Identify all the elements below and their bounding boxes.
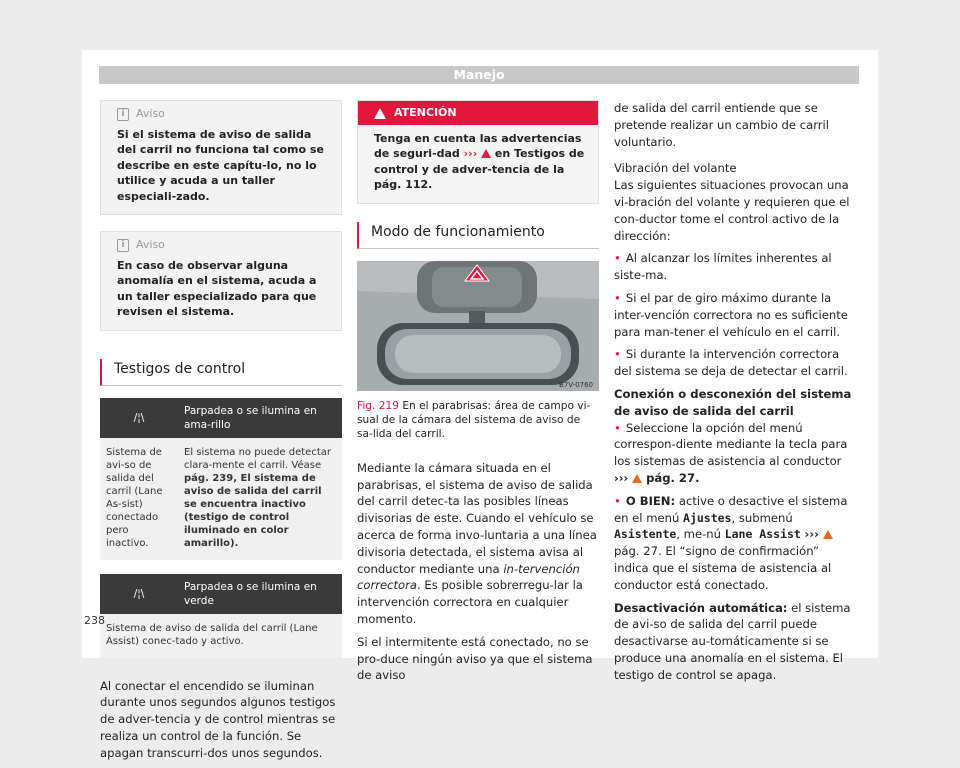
page-ref-icon	[632, 474, 642, 483]
section-title: Modo de funcionamiento	[357, 222, 599, 249]
list-item: • O BIEN: active o desactive el sistema en el menú Ajustes, submenú Asistente, me-nú Lane Assist ››› pág. 27. El “signo de confirmación” indica que el sistema de asistencia al conductor está conectado.	[614, 493, 856, 594]
table-header: Parpadea o se ilumina en verde	[178, 574, 342, 614]
mirror-illustration	[357, 261, 599, 391]
page-ref-icon	[823, 530, 833, 539]
page-number: 238	[84, 614, 105, 627]
paragraph: Desactivación automática: el sistema de avi-so de salida del carril puede desactivarse au-tomáticamente si se produce una anomalía en el sistema. El testigo de control se apaga.	[614, 600, 851, 682]
note-label: Aviso	[136, 106, 165, 120]
note-text: En caso de observar alguna anomalía en el sistema, acuda a un taller especializado para que revisen el sistema.	[117, 259, 317, 319]
info-icon: i	[117, 239, 129, 252]
table-header: Parpadea o se ilumina en ama-rillo	[178, 398, 342, 438]
subheading: Vibración del volante	[614, 161, 737, 176]
note-label: Aviso	[136, 237, 165, 251]
column-2	[357, 100, 599, 690]
paragraph: de salida del carril entiende que se pretende realizar un cambio de carril voluntario.	[614, 101, 829, 149]
list-item: • Si durante la intervención correctora del sistema se deja de detectar el carril.	[614, 346, 856, 380]
camera-figure	[357, 261, 599, 391]
column-1	[100, 100, 342, 768]
info-icon: i	[117, 108, 129, 121]
subheading: Conexión o desconexión del sistema de aviso de salida del carril	[614, 386, 852, 418]
column-3	[614, 100, 856, 690]
table-cell: Sistema de aviso de salida del carril (Lane Assist) conec-tado y activo.	[100, 614, 342, 658]
warning-icon	[374, 108, 386, 119]
warning-text: Tenga en cuenta las advertencias de seguri-dad ››› en Testigos de control y de adver-tencia de la pág. 112.	[374, 132, 585, 192]
note-text: Si el sistema de aviso de salida del carril no funciona tal como se describe en este capítu-lo, no lo utilice y acuda a un taller especiali-zado.	[117, 128, 324, 203]
list-item: • Seleccione la opción del menú correspon-diente mediante la tecla para los sistemas de asistencia al conductor ››› pág. 27.	[614, 420, 856, 487]
table-cell: El sistema no puede detectar clara-mente el carril. Véase pág. 239, El sistema de aviso de salida del carril se encuentra inactivo (testigo de control iluminado en color amarillo).	[178, 438, 342, 560]
list-item: • Al alcanzar los límites inherentes al siste-ma.	[614, 250, 856, 284]
section-title: Testigos de control	[100, 359, 342, 386]
note-box	[100, 100, 342, 215]
chapter-header: Manejo	[99, 66, 859, 84]
paragraph: Mediante la cámara situada en el parabrisas, el sistema de aviso de salida del carril detec-ta las posibles líneas divisorias de este. Cuando el vehículo se acerca de forma invo-luntaria a una línea divisoria detectada, el sistema avisa al conductor mediante una in-tervención correctora. Es posible sobrerregu-lar la intervención correctora en cualquier momento.	[357, 460, 597, 627]
paragraph: Las siguientes situaciones provocan una vi-bración del volante y requieren que el con-ductor tome el control activo de la dirección:	[614, 178, 850, 243]
paragraph: Al conectar el encendido se iluminan durante unos segundos algunos testigos de adver-tencia y de control mientras se realiza un control de la función. Se apagan transcurri-dos unos segundos.	[100, 678, 336, 760]
lane-assist-icon: /¦\	[100, 398, 178, 438]
lane-assist-icon: /¦\	[100, 574, 178, 614]
note-box	[100, 231, 342, 331]
indicator-table-green	[100, 574, 342, 658]
paragraph: Si el intermitente está conectado, no se pro-duce ningún aviso ya que el sistema de aviso	[357, 634, 593, 683]
table-cell: Sistema de avi-so de salida del carril (Lane As-sist) conectado pero inactivo.	[100, 438, 178, 560]
figure-caption: Fig. 219 En el parabrisas: área de campo vi-sual de la cámara del sistema de aviso de sa-lida del carril.	[357, 399, 591, 441]
indicator-table-yellow	[100, 398, 342, 560]
list-item: • Si el par de giro máximo durante la inter-vención correctora no es suficiente para man-tener el vehículo en el carril.	[614, 290, 856, 340]
warning-label: ATENCIÓN	[394, 105, 457, 119]
warning-box	[357, 100, 599, 204]
figure-code: B7V-0760	[559, 380, 593, 389]
warning-icon	[481, 149, 491, 158]
